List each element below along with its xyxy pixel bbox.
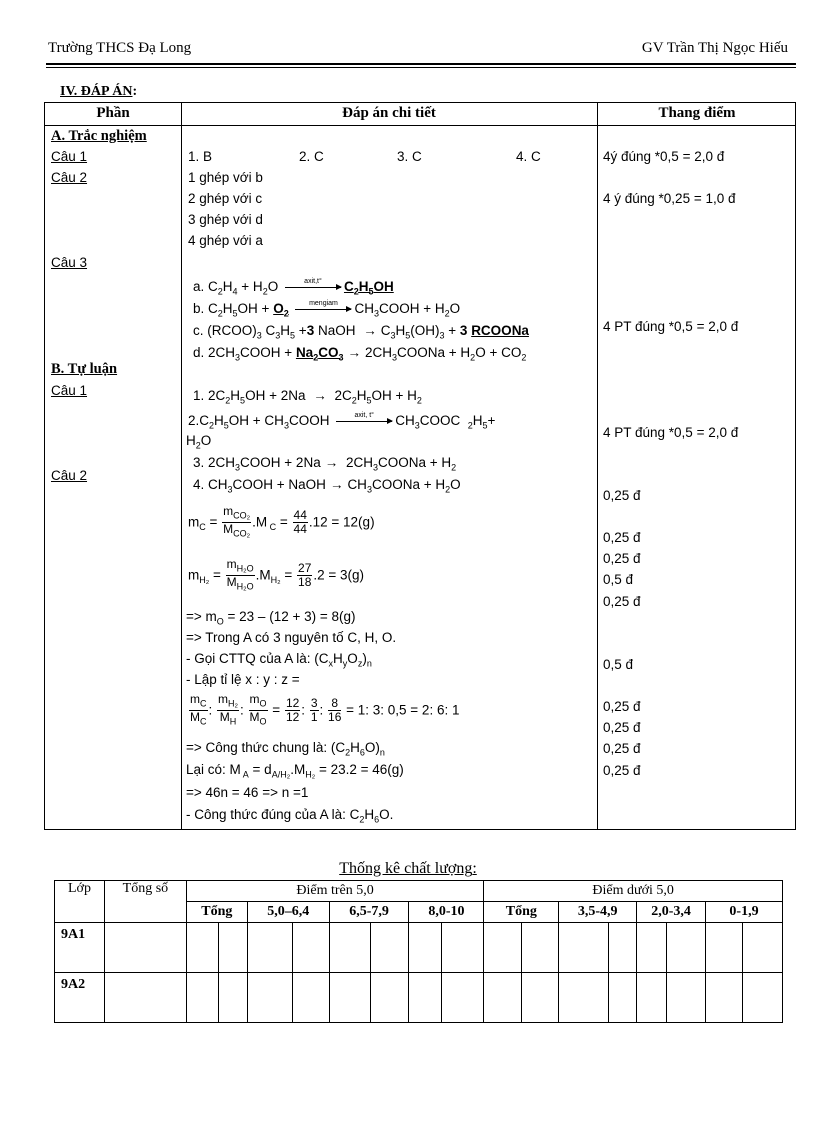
col-above: Điểm trên 5,0 [186, 881, 484, 902]
sub-below: 3,5-4,9 [559, 902, 637, 923]
part-a-title: A. Trắc nghiệm [51, 128, 147, 144]
q3-equation-d: d. $2CH_3COOH + Na_2CO_3$ → $2CH_3COONa + H_2O + CO_2$ [193, 345, 527, 363]
sub-above: 8,0-10 [409, 902, 484, 923]
header-divider [45, 125, 795, 126]
teacher-name: GV Trần Thị Ngọc Hiếu [641, 40, 788, 56]
calc-mh: $m_{H_2}$ = $\frac{m_{H_2O}}{M_{H_2O}}$ $.M_{H_2}$ = $\frac{27}{18}$ .2 = 3(g) [188, 557, 365, 592]
sub-above: Tổng [186, 902, 247, 923]
part-b-title: B. Tự luận [51, 361, 118, 377]
score-item: 0,25 đ [603, 720, 641, 735]
b1-equation-2-cont: $H_2O$ [186, 433, 212, 451]
stats-table [54, 880, 783, 1023]
answer-table [44, 102, 796, 830]
col-total: Tổng số [104, 881, 186, 923]
score-item: 0,25 đ [603, 763, 641, 778]
part-b-q2-label: Câu 2 [51, 468, 88, 483]
score-item: 0,25 đ [603, 741, 641, 756]
q2-line: 2 ghép với c [188, 191, 263, 206]
score-item: 0,25 đ [603, 530, 641, 545]
part-b-q1-label: Câu 1 [51, 383, 88, 398]
score-item: 0,25 đ [603, 551, 641, 566]
score-item: 0,5 đ [603, 657, 634, 672]
col-below: Điểm dưới 5,0 [484, 881, 783, 902]
sub-above: 6,5-7,9 [329, 902, 409, 923]
q2-score: 4 ý đúng *0,25 = 1,0 đ [603, 191, 736, 206]
sub-below: Tổng [484, 902, 559, 923]
formula-final: - Công thức đúng của A là: $C_2H_6O$. [186, 807, 394, 825]
b1-equation-2: $2.C_2H_5OH$ + $CH_3COOH$ axit, t° $CH_3COOC$ $_2H_5+$ [188, 411, 496, 431]
header-part: Phần [96, 105, 130, 121]
q2-line: 3 ghép với d [188, 212, 263, 227]
section-title: IV. ĐÁP ÁN: [60, 84, 138, 99]
text-line-1: => Trong A có 3 nguyên tố C, H, O. [186, 630, 397, 645]
header-score: Thang điểm [658, 105, 736, 121]
formula-common: => Công thức chung là: $(C_2H_6O)_n$ [186, 740, 385, 758]
header-detail: Đáp án chi tiết [342, 105, 436, 121]
sub-above: 5,0–6,4 [247, 902, 329, 923]
q1-answer: 2. C [299, 149, 324, 164]
calc-ma: Lại có: M $_A = d_{A/H_2}.M_{H_2} = 23.2 = 46(g)$ [186, 762, 404, 780]
part-a-q2-label: Câu 2 [51, 170, 88, 185]
q3-equation-a: a. $C_2H_4 + H_2O$ axit,t° $C_2H_5OH$ [193, 277, 394, 297]
header-rule [46, 63, 796, 65]
q3-score: 4 PT đúng *0,5 = 2,0 đ [603, 319, 739, 334]
q3-equation-c: c. $(RCOO)_3$ $C_3H_5 +3$ NaOH → $C_3H_5(OH)_3 + 3$ RCOONa [193, 323, 529, 341]
part-a-q1-label: Câu 1 [51, 149, 88, 164]
b1-equation-4: 4. $CH_3COOH$ + NaOH → $CH_3COONa + H_2O$ [193, 477, 461, 495]
formula-general: - Gọi CTTQ của A là: $(C_xH_yO_z)_n$ [186, 651, 372, 669]
sub-below: 2,0-3,4 [637, 902, 706, 923]
score-item: 0,25 đ [603, 594, 641, 609]
row-class: 9A2 [55, 973, 105, 1023]
stats-title: Thống kê chất lượng: [339, 860, 477, 877]
calc-mo: => $m_O = 23 - (12 + 3) = 8(g)$ [186, 609, 356, 627]
q2-line: 1 ghép với b [188, 170, 263, 185]
calc-ratio: $\frac{m_C}{M_C}$ : $\frac{m_{H_2}}{M_H}$ : $\frac{m_O}{M_O}$ = $\frac{12}{12}$ : $\frac{3}{1}$ : $\frac{8}{16}$ = 1: 3: 0,5 = 2: 6: 1 [190, 692, 460, 727]
col-class: Lớp [55, 881, 105, 923]
q2-line: 4 ghép với a [188, 233, 263, 248]
b1-equation-1: 1. $2C_2H_5OH + 2Na \to 2C_2H_5OH + H_2$ [193, 388, 422, 406]
header-rule-thin [46, 67, 796, 68]
col-divider [597, 103, 598, 829]
q1-answer: 3. C [397, 149, 422, 164]
text-line-3: - Lập tỉ lệ x : y : z = [186, 672, 300, 687]
b1-score: 4 PT đúng *0,5 = 2,0 đ [603, 425, 739, 440]
score-item: 0,25 đ [603, 488, 641, 503]
b1-equation-3: 3. $2CH_3COOH + 2Na$ → $2CH_3COONa + H_2$ [193, 455, 457, 473]
q1-answer: 4. C [516, 149, 541, 164]
calc-mc: $m_C$ = $\frac{m_{CO_2}}{M_{CO_2}}$ .M $_C$ = $\frac{44}{44}$ .12 = 12(g) [188, 504, 375, 539]
text-line-6: => 46n = 46 => n =1 [186, 785, 309, 800]
score-item: 0,5 đ [603, 572, 634, 587]
col-divider [181, 103, 182, 829]
part-a-q3-label: Câu 3 [51, 255, 88, 270]
q3-equation-b: b. $C_2H_5OH + O_2$ mengiam $CH_3COOH + H_2O$ [193, 299, 461, 319]
score-item: 0,25 đ [603, 699, 641, 714]
row-class: 9A1 [55, 923, 105, 973]
q1-score: 4ý đúng *0,5 = 2,0 đ [603, 149, 725, 164]
q1-answer: 1. B [188, 149, 213, 164]
school-name: Trường THCS Đạ Long [48, 40, 192, 56]
sub-below: 0-1,9 [706, 902, 783, 923]
